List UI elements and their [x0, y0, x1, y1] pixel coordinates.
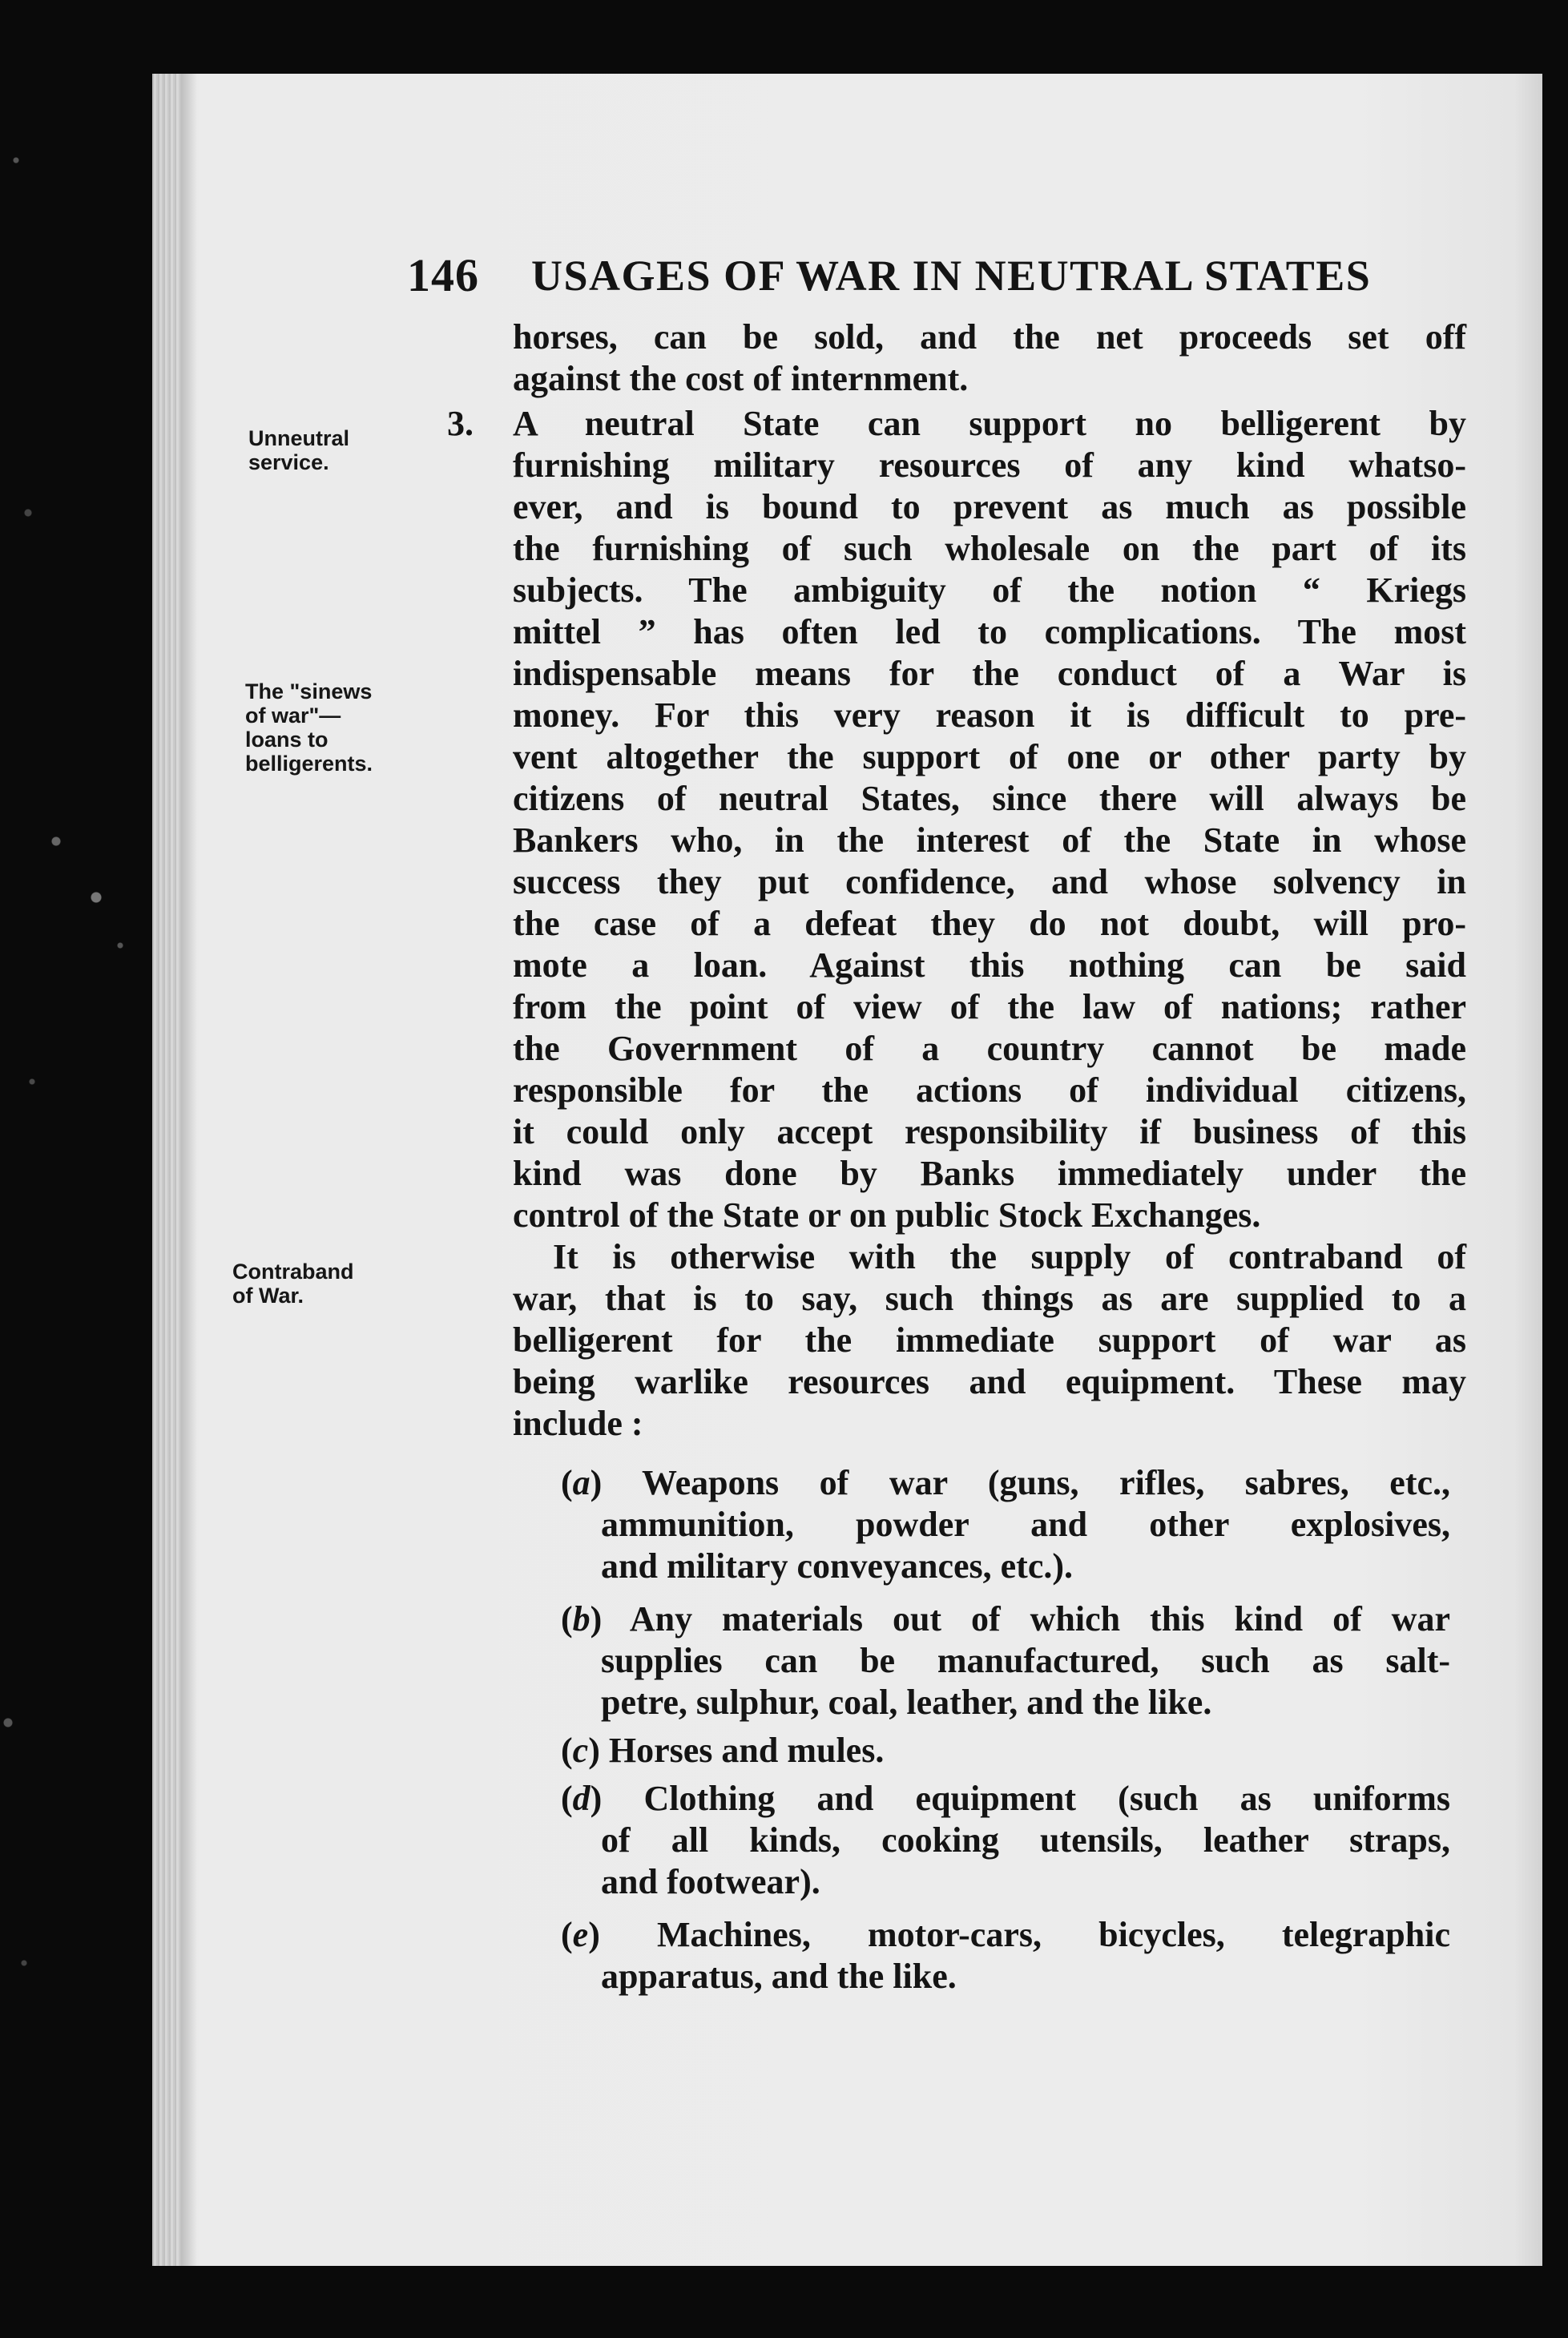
- text-line: belligerent for the immediate support of war as: [513, 1320, 1466, 1360]
- text-line: vent altogether the support of one or other party by: [513, 737, 1466, 776]
- text-line: the Government of a country cannot be made: [513, 1029, 1466, 1068]
- list-item-text: Any materials out of which this kind of war: [629, 1599, 1450, 1639]
- paragraph-3: [447, 403, 1466, 1236]
- continuation-paragraph: [513, 316, 1466, 400]
- list-item-line: and military conveyances, etc.).: [601, 1546, 1073, 1586]
- text-line: horses, can be sold, and the net proceeds set off: [513, 317, 1466, 357]
- scan-top-border: [0, 0, 1568, 74]
- text-line: citizens of neutral States, since there will always be: [513, 779, 1466, 818]
- list-item: [561, 1462, 1450, 1587]
- side-note-line: of War.: [232, 1284, 304, 1308]
- text-line: mote a loan. Against this nothing can be said: [513, 945, 1466, 985]
- list-item-line: apparatus, and the like.: [601, 1957, 957, 1996]
- side-note-line: The "sinews: [245, 679, 373, 703]
- list-item-line: supplies can be manufactured, such as salt-: [601, 1641, 1450, 1680]
- list-item-text: Horses and mules.: [608, 1731, 885, 1770]
- side-note-line: Contraband: [232, 1260, 354, 1284]
- page-number: 146: [407, 249, 479, 301]
- text-line: It is otherwise with the supply of contraband of: [553, 1237, 1466, 1276]
- scan-left-border: [0, 0, 152, 2338]
- list-item-line: (d) Clothing and equipment (such as uniforms: [561, 1779, 1450, 1818]
- list-item-line: of all kinds, cooking utensils, leather straps,: [601, 1820, 1450, 1860]
- text-line: ever, and is bound to prevent as much as possible: [513, 487, 1466, 526]
- spine-shadow: [181, 74, 197, 2266]
- list-item-line: ammunition, powder and other explosives,: [601, 1505, 1450, 1544]
- text-line: indispensable means for the conduct of a War is: [513, 654, 1466, 693]
- list-item: [561, 1730, 1450, 1772]
- scan-bottom-border: [0, 2266, 1568, 2338]
- text-line: control of the State or on public Stock Exchanges.: [513, 1195, 1261, 1235]
- text-line: responsible for the actions of individual citizens,: [513, 1070, 1466, 1110]
- list-item-line: petre, sulphur, coal, leather, and the like.: [601, 1683, 1212, 1722]
- list-item-line: (e) Machines, motor-cars, bicycles, telegraphic: [561, 1915, 1450, 1954]
- side-note-unneutral-service: [248, 426, 349, 474]
- running-head: [407, 248, 1473, 312]
- running-title: USAGES OF WAR IN NEUTRAL STATES: [531, 252, 1372, 300]
- text-line: it could only accept responsibility if business of this: [513, 1112, 1466, 1151]
- side-note-line: loans to: [245, 728, 329, 752]
- text-line: war, that is to say, such things as are supplied to a: [513, 1279, 1466, 1318]
- side-note-contraband: [232, 1260, 354, 1308]
- list-item-letter: a: [572, 1463, 591, 1502]
- scan-right-border: [1542, 0, 1568, 2338]
- list-item-line: (b) Any materials out of which this kind of war: [561, 1599, 1450, 1639]
- list-item-letter: b: [572, 1599, 591, 1639]
- text-line: mittel ” has often led to complications. The most: [513, 612, 1466, 651]
- text-line: being warlike resources and equipment. These may: [513, 1362, 1466, 1401]
- list-item-line: (c) Horses and mules.: [561, 1731, 885, 1770]
- list-item-line: (a) Weapons of war (guns, rifles, sabres, etc.,: [561, 1463, 1450, 1502]
- text-line: the furnishing of such wholesale on the part of its: [513, 529, 1466, 568]
- text-line: A neutral State can support no belligerent by: [513, 404, 1466, 443]
- text-line: subjects. The ambiguity of the notion “ Kriegs: [513, 570, 1466, 610]
- text-line: money. For this very reason it is difficult to pre-: [513, 695, 1466, 735]
- text-line: Bankers who, in the interest of the State in whose: [513, 820, 1466, 860]
- text-line: from the point of view of the law of nations; rather: [513, 987, 1466, 1026]
- text-line: success they put confidence, and whose solvency in: [513, 862, 1466, 901]
- list-item-text: Machines, motor-cars, bicycles, telegraphic: [656, 1915, 1450, 1954]
- paragraph-number: 3.: [447, 404, 474, 443]
- text-line: against the cost of internment.: [513, 359, 969, 398]
- page-edge: [152, 74, 181, 2266]
- side-note-line: of war"—: [245, 703, 341, 728]
- text-line: kind was done by Banks immediately under the: [513, 1154, 1466, 1193]
- main-text: [447, 316, 1466, 1997]
- text-line: the case of a defeat they do not doubt, will pro-: [513, 904, 1466, 943]
- side-note-line: Unneutral: [248, 426, 350, 450]
- contraband-paragraph: [513, 1236, 1466, 1445]
- text-line: include :: [513, 1404, 643, 1443]
- list-item-text: Weapons of war (guns, rifles, sabres, etc.,: [642, 1463, 1450, 1502]
- text-line: furnishing military resources of any kind whatso-: [513, 445, 1466, 485]
- side-note-line: service.: [248, 450, 329, 474]
- list-item-letter: c: [572, 1731, 589, 1770]
- side-note-sinews-of-war: [245, 679, 373, 776]
- list-item-letter: e: [572, 1915, 589, 1954]
- list-item-line: and footwear).: [601, 1862, 820, 1901]
- list-item-letter: d: [572, 1779, 591, 1818]
- side-note-line: belligerents.: [245, 752, 373, 776]
- list-item: [561, 1778, 1450, 1903]
- list-item-text: Clothing and equipment (such as uniforms: [643, 1779, 1450, 1818]
- list-item: [561, 1914, 1450, 1997]
- list-item: [561, 1598, 1450, 1723]
